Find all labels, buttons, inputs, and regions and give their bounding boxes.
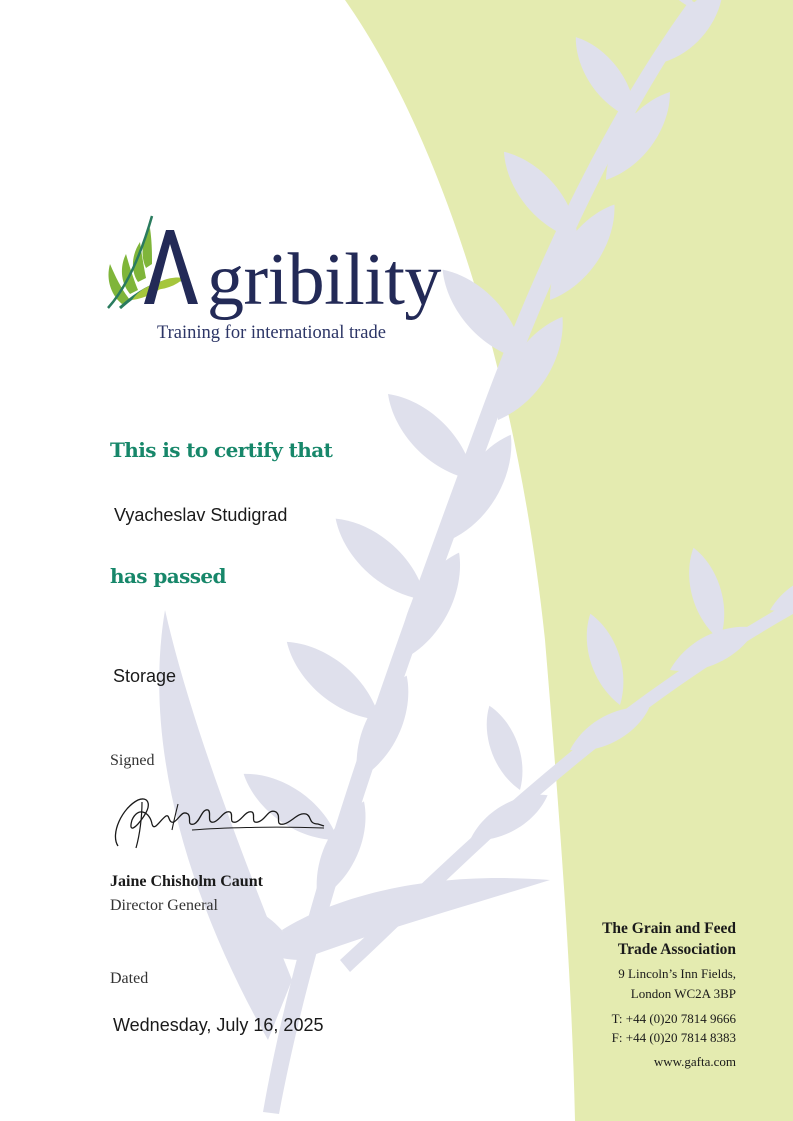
fax-number: F: +44 (0)20 7814 8383 xyxy=(611,1030,736,1045)
phone-number: T: +44 (0)20 7814 9666 xyxy=(611,1011,736,1026)
dated-label: Dated xyxy=(110,970,149,987)
website-link[interactable]: www.gafta.com xyxy=(653,1054,736,1069)
address-line1: 9 Lincoln’s Inn Fields, xyxy=(618,966,736,981)
organisation-block xyxy=(602,918,736,1071)
certificate-date: Wednesday, July 16, 2025 xyxy=(113,1015,324,1035)
address-line2: London WC2A 3BP xyxy=(630,986,736,1001)
passed-heading: has passed xyxy=(110,564,226,588)
logo-wordmark: gribility xyxy=(206,239,441,321)
course-name: Storage xyxy=(113,666,177,686)
recipient-name: Vyacheslav Studigrad xyxy=(114,505,288,525)
signed-label: Signed xyxy=(110,752,155,769)
organisation-name-line2: Trade Association xyxy=(617,941,736,958)
logo-tagline: Training for international trade xyxy=(157,323,386,343)
signature-image xyxy=(108,790,330,854)
organisation-name-line1: The Grain and Feed xyxy=(602,920,736,937)
certify-heading: This is to certify that xyxy=(110,438,333,462)
signer-name: Jaine Chisholm Caunt xyxy=(110,873,263,890)
signer-title: Director General xyxy=(110,897,218,914)
